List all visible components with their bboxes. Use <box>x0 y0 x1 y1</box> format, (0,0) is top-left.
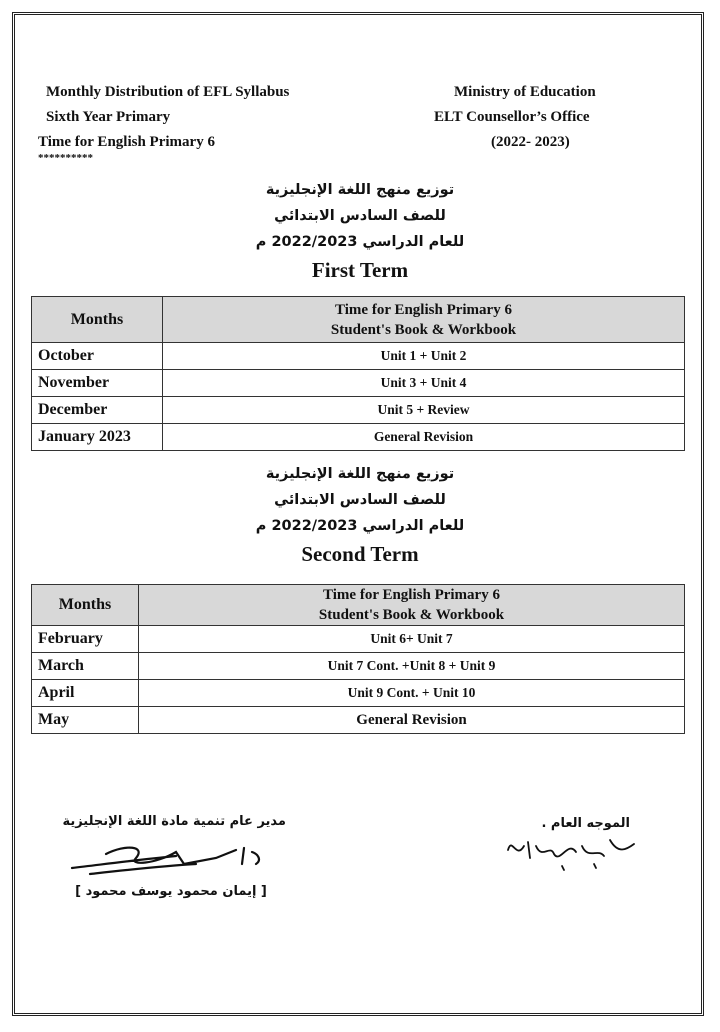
header-office: ELT Counsellor’s Office <box>434 109 590 125</box>
table-row <box>32 680 685 707</box>
first-term-arabic-1: توزيع منهج اللغة الإنجليزية <box>265 182 455 198</box>
content-cell: Unit 1 + Unit 2 <box>163 343 685 370</box>
month-cell: March <box>32 653 139 680</box>
header-year: (2022- 2023) <box>491 134 570 150</box>
handwritten-signature-right <box>66 834 286 884</box>
content-cell: Unit 3 + Unit 4 <box>163 370 685 397</box>
header-book: Time for English Primary 6 <box>38 134 215 150</box>
content-cell: General Revision <box>139 707 685 734</box>
table-row <box>32 626 685 653</box>
header-stars: ********** <box>38 152 93 164</box>
month-cell: November <box>32 370 163 397</box>
first-term-months-header: Months <box>32 297 163 343</box>
signature-left-title: الموجه العام . <box>541 816 630 831</box>
handwritten-signature-left <box>502 830 642 874</box>
table-row <box>32 343 685 370</box>
first-term-arabic-2: للصف السادس الابتدائي <box>274 208 446 224</box>
header-syllabus-title: Monthly Distribution of EFL Syllabus <box>46 84 290 100</box>
first-term-content-header <box>163 297 685 343</box>
second-term-title: Second Term <box>301 542 419 566</box>
header-grade: Sixth Year Primary <box>46 109 171 125</box>
table-row <box>32 370 685 397</box>
first-term-table <box>31 296 685 451</box>
signature-right-title: مدير عام تنمية مادة اللغة الإنجليزية <box>62 814 286 829</box>
table-row <box>32 707 685 734</box>
table-row <box>32 424 685 451</box>
table-row <box>32 653 685 680</box>
content-cell: Unit 6+ Unit 7 <box>139 626 685 653</box>
second-term-content-header-line2: Student's Book & Workbook <box>318 607 505 623</box>
second-term-content-header <box>139 585 685 626</box>
content-cell: Unit 7 Cont. +Unit 8 + Unit 9 <box>139 653 685 680</box>
second-term-arabic-3: للعام الدراسي 2022/2023 م <box>255 518 465 534</box>
first-term-content-header-line2: Student's Book & Workbook <box>330 321 517 338</box>
second-term-content-header-line1: Time for English Primary 6 <box>323 587 500 603</box>
month-cell: April <box>32 680 139 707</box>
month-cell: January 2023 <box>32 424 163 451</box>
content-cell: Unit 5 + Review <box>163 397 685 424</box>
content-cell: General Revision <box>163 424 685 451</box>
first-term-title: First Term <box>311 258 409 282</box>
table-row <box>32 397 685 424</box>
second-term-arabic-2: للصف السادس الابتدائي <box>274 492 446 508</box>
first-term-arabic-3: للعام الدراسي 2022/2023 م <box>255 234 465 250</box>
second-term-table <box>31 584 685 734</box>
month-cell: October <box>32 343 163 370</box>
month-cell: May <box>32 707 139 734</box>
month-cell: December <box>32 397 163 424</box>
header-ministry: Ministry of Education <box>454 84 596 100</box>
month-cell: February <box>32 626 139 653</box>
second-term-arabic-1: توزيع منهج اللغة الإنجليزية <box>265 466 455 482</box>
signature-right-name: [ إيمان محمود يوسف محمود ] <box>75 884 267 899</box>
first-term-content-header-line1: Time for English Primary 6 <box>335 301 512 318</box>
second-term-months-header: Months <box>32 585 139 626</box>
content-cell: Unit 9 Cont. + Unit 10 <box>139 680 685 707</box>
